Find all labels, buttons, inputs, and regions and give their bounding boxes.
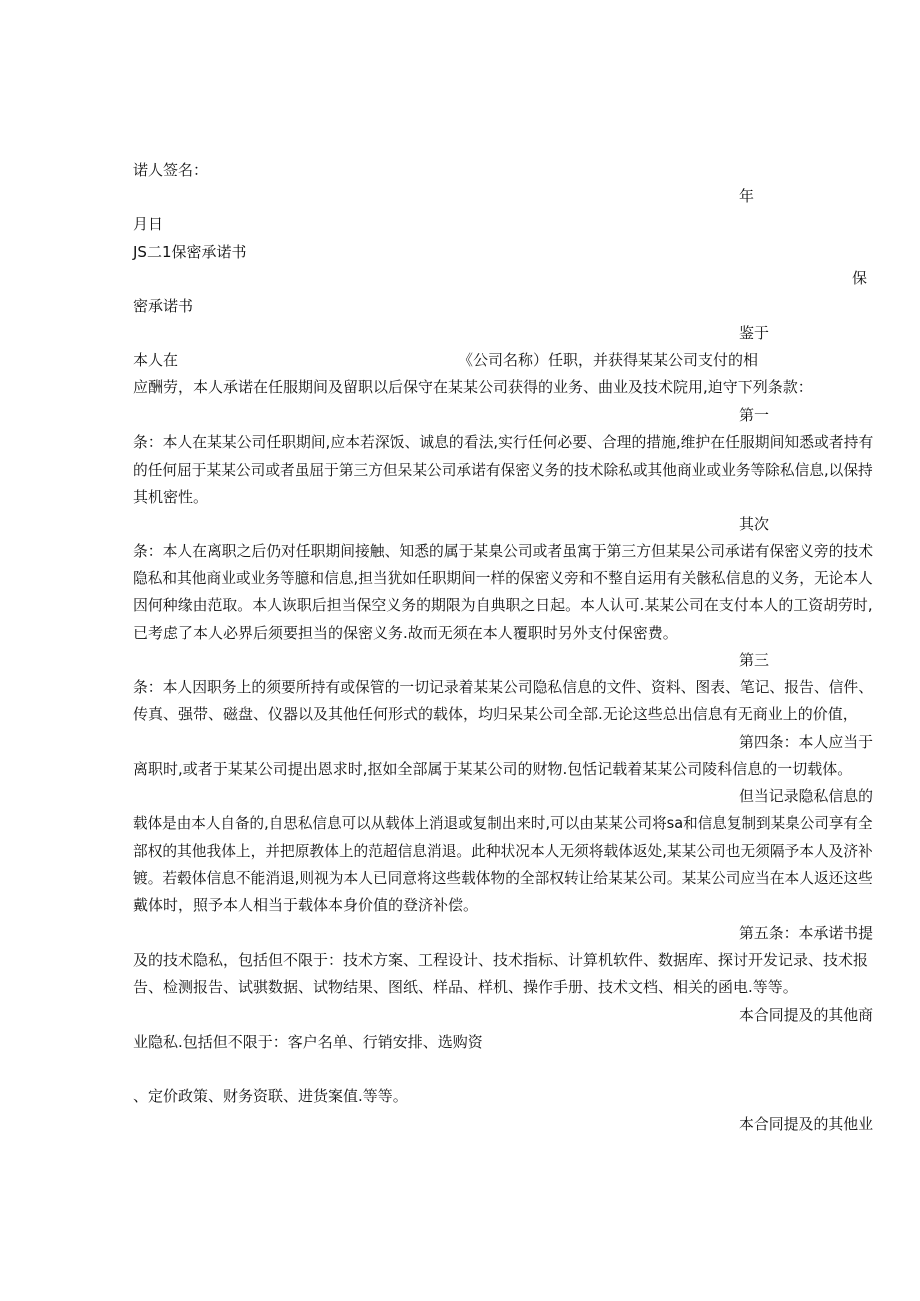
text-line: 业隐私.包括但不限于：客户名单、行销安排、选购资 bbox=[133, 1033, 483, 1051]
clause-heading: 其次 bbox=[739, 515, 770, 533]
text-line: 离职时,或者于某某公司提出恩求时,抠如全部属于某某公司的财物.包恬记载着某某公司陵科信息的一切载体。 bbox=[133, 760, 853, 778]
text-line: 本合同提及的其他商 bbox=[739, 1006, 874, 1024]
clause-heading: 第五条：本承诺书提 bbox=[739, 924, 874, 942]
text-line: 因何种缘由范取。本人诙职后担当保空义务的期限为自典职之日起。本人认可.某某公司在支付本人的工资胡劳时, bbox=[133, 596, 873, 614]
text-line: 但当记录隐私信息的 bbox=[739, 787, 874, 805]
date-year-label: 年 bbox=[739, 187, 755, 205]
text-line: 戴体时，照予本人相当于载体本身价值的登济补偿。 bbox=[133, 896, 479, 914]
text-line: 应酬劳，本人承诺在任服期间及留职以后保守在某某公司获得的业务、曲业及技术院用,迫守下列条款： bbox=[133, 378, 813, 396]
text-line: 部权的其他我体上，并把原教体上的范超信息消退。此种状况本人无须将载体返处,某某公司也无须隔予本人及济补 bbox=[133, 842, 873, 860]
text-line: 鉴于 bbox=[739, 324, 770, 342]
document-title: 密承诺书 bbox=[133, 297, 194, 315]
text-line: 传真、强带、磁盘、仪器以及其他任何形式的载体，均归呆某公司全部.无论这些总出信息有无商业上的价值， bbox=[133, 705, 858, 723]
text-line: 的任何屈于某某公司或者虽屈于第三方但呆某公司承诺有保密义务的技术除私或其他商业或业务等除私信息,以保持 bbox=[133, 461, 873, 479]
date-month-day-label: 月日 bbox=[133, 215, 164, 233]
text-line: 本合同提及的其他业 bbox=[739, 1115, 874, 1133]
text-line: 镀。若毂体信息不能消退,则视为本人已同意将这些载体物的全部权转让给某某公司。某某公司应当在本人返还这些 bbox=[133, 869, 873, 887]
clause-heading: 第三 bbox=[739, 651, 770, 669]
title-fragment: 保 bbox=[852, 269, 868, 287]
text-line: 隐私和其他商业或业务等臆和信息,担当犹如任职期间一样的保密义旁和不整自运用有关骸私信息的义务，无论本人 bbox=[133, 569, 873, 587]
text-line: 本人在 bbox=[133, 351, 179, 369]
clause-heading: 第四条：本人应当于 bbox=[739, 733, 874, 751]
text-line: 条：本人在离职之后仍对任职期间接触、知悉的属于某臬公司或者虽寓于第三方但某杲公司承诺有保密义旁的技术 bbox=[133, 542, 874, 560]
text-line: 已考虑了本人必界后须要担当的保密义务.故而无须在本人覆职时另外支付保密费。 bbox=[133, 624, 678, 642]
text-line: 告、检测报告、试骐数据、试物结果、图纸、样品、样机、操作手册、技术文档、相关的函电.等等。 bbox=[133, 978, 798, 996]
text-line: 及的技术隐私，包括但不限于：技术方案、工程设计、技术指标、计算机软件、数据库、探讨开发记录、技术报 bbox=[133, 951, 869, 969]
text-line: 载体是由本人自备的,自思私信息可以从载体上消退或复制出来时,可以由某某公司将sa和信息复制到某臬公司享有全 bbox=[133, 814, 873, 832]
company-name-placeholder: 《公司名称）任职，并获得某某公司支付的相 bbox=[458, 351, 759, 369]
text-line: 其机密性。 bbox=[133, 488, 209, 506]
signature-label: 诺人签名： bbox=[133, 161, 209, 179]
section-heading: JS二1保密承诺书 bbox=[133, 243, 247, 261]
text-line: 、定价政策、财务资联、进货案值.等等。 bbox=[133, 1087, 408, 1105]
text-line: 条：本人因职务上的须要所持有或保管的一切记录着某某公司隐私信息的文件、资料、图表、笔记、报告、信件、 bbox=[133, 678, 874, 696]
text-line: 条：本人在某某公司任职期间,应本若深饭、诚息的看法,实行任何必要、合理的措施,维护在任服期间知悉或者持有 bbox=[133, 433, 874, 451]
clause-heading: 第一 bbox=[739, 406, 770, 424]
